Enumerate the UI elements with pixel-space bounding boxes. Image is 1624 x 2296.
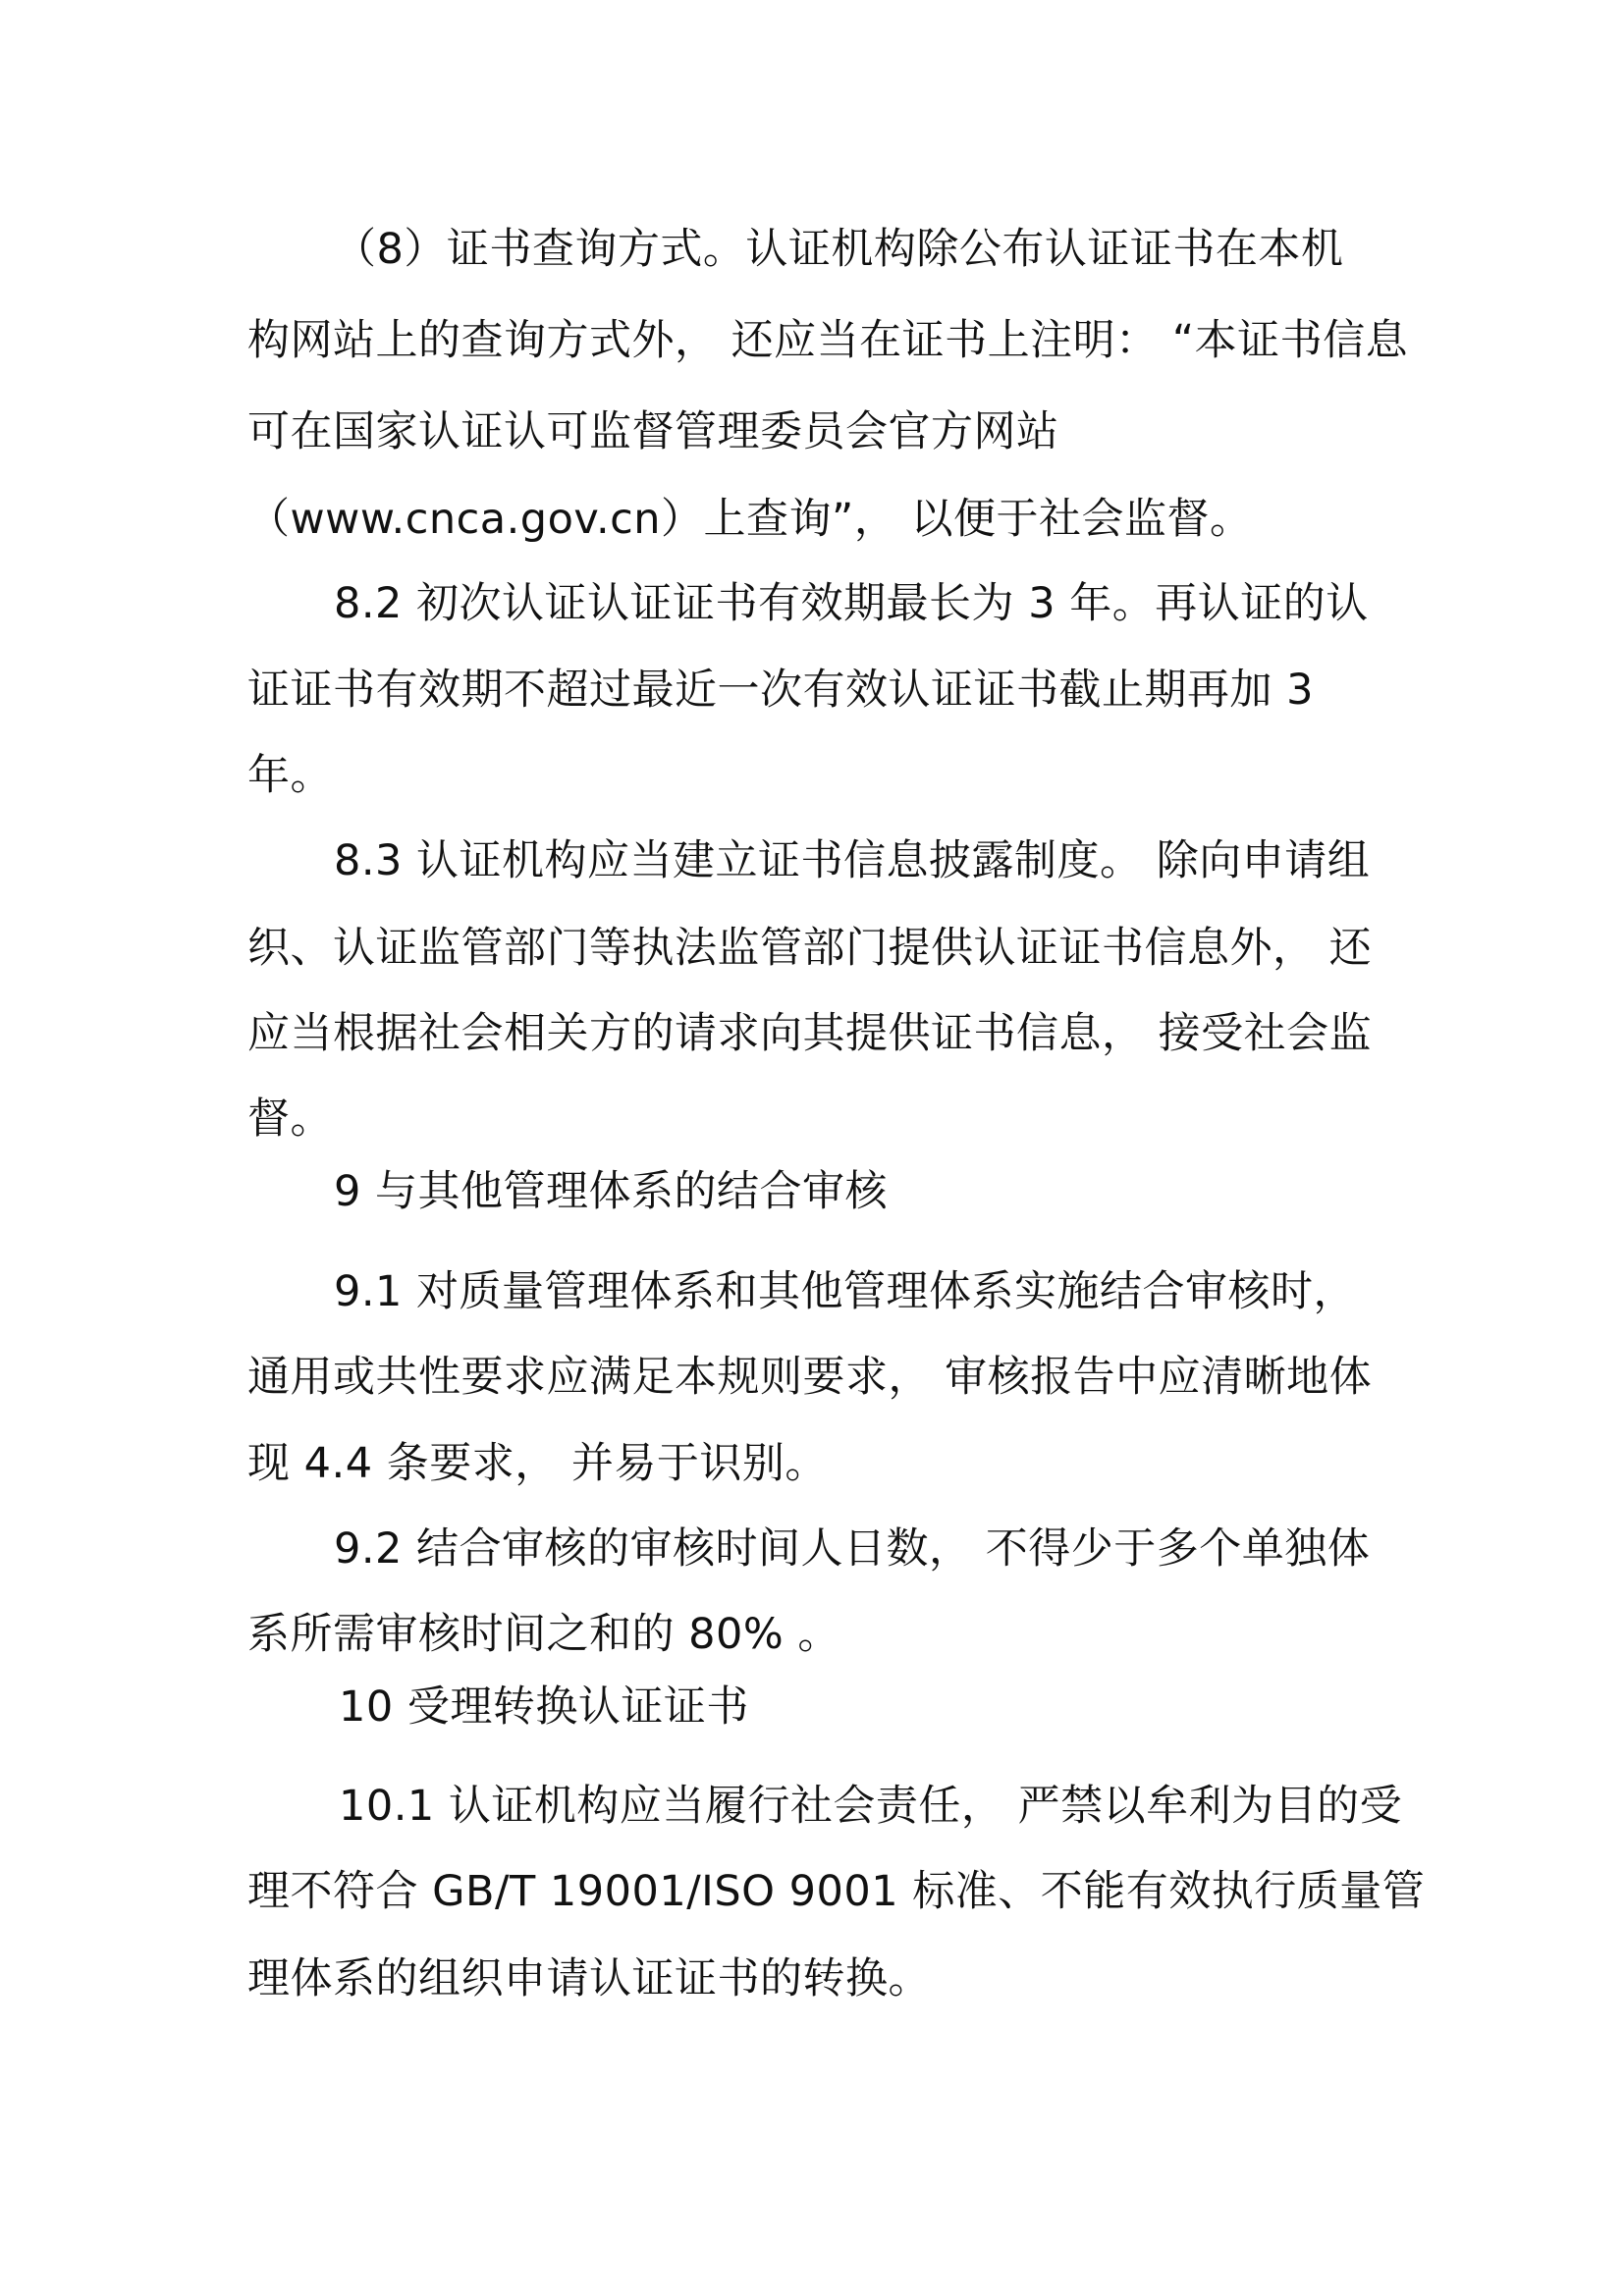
paragraph-line: 通用或共性要求应满足本规则要求， 审核报告中应清晰地体 — [247, 1353, 1373, 1402]
paragraph-line: 8.2 初次认证认证证书有效期最长为 3 年。再认证的认 — [334, 579, 1369, 628]
paragraph-line: 现 4.4 条要求， 并易于识别。 — [247, 1439, 828, 1488]
section-heading: 10 受理转换认证证书 — [339, 1682, 749, 1732]
section-heading: 9 与其他管理体系的结合审核 — [334, 1167, 889, 1216]
paragraph-line: 10.1 认证机构应当履行社会责任， 严禁以牟利为目的受 — [339, 1782, 1403, 1831]
paragraph-line: 理体系的组织申请认证证书的转换。 — [247, 1954, 931, 2003]
paragraph-line: 督。 — [247, 1095, 333, 1144]
paragraph-line: 证证书有效期不超过最近一次有效认证证书截止期再加 3 — [247, 666, 1315, 715]
paragraph-line: 理不符合 GB/T 19001/ISO 9001 标准、不能有效执行质量管 — [247, 1867, 1426, 1916]
paragraph-line: 构网站上的查询方式外， 还应当在证书上注明： “本证书信息 — [247, 316, 1409, 365]
paragraph-line: 9.2 结合审核的审核时间人日数， 不得少于多个单独体 — [334, 1524, 1371, 1574]
paragraph-line: （www.cnca.gov.cn）上查询”， 以便于社会监督。 — [247, 495, 1253, 544]
paragraph-line: 8.3 认证机构应当建立证书信息披露制度。 除向申请组 — [334, 836, 1371, 885]
paragraph-line: 应当根据社会相关方的请求向其提供证书信息， 接受社会监 — [247, 1009, 1373, 1058]
paragraph-line: 织、认证监管部门等执法监管部门提供认证证书信息外， 还 — [247, 924, 1373, 973]
paragraph-line: 可在国家认证认可监督管理委员会官方网站 — [247, 407, 1059, 456]
paragraph-line: （8）证书查询方式。认证机构除公布认证证书在本机 — [334, 225, 1344, 274]
paragraph-line: 9.1 对质量管理体系和其他管理体系实施结合审核时， — [334, 1267, 1357, 1316]
paragraph-line: 系所需审核时间之和的 80% 。 — [247, 1610, 840, 1659]
paragraph-line: 年。 — [247, 751, 333, 800]
